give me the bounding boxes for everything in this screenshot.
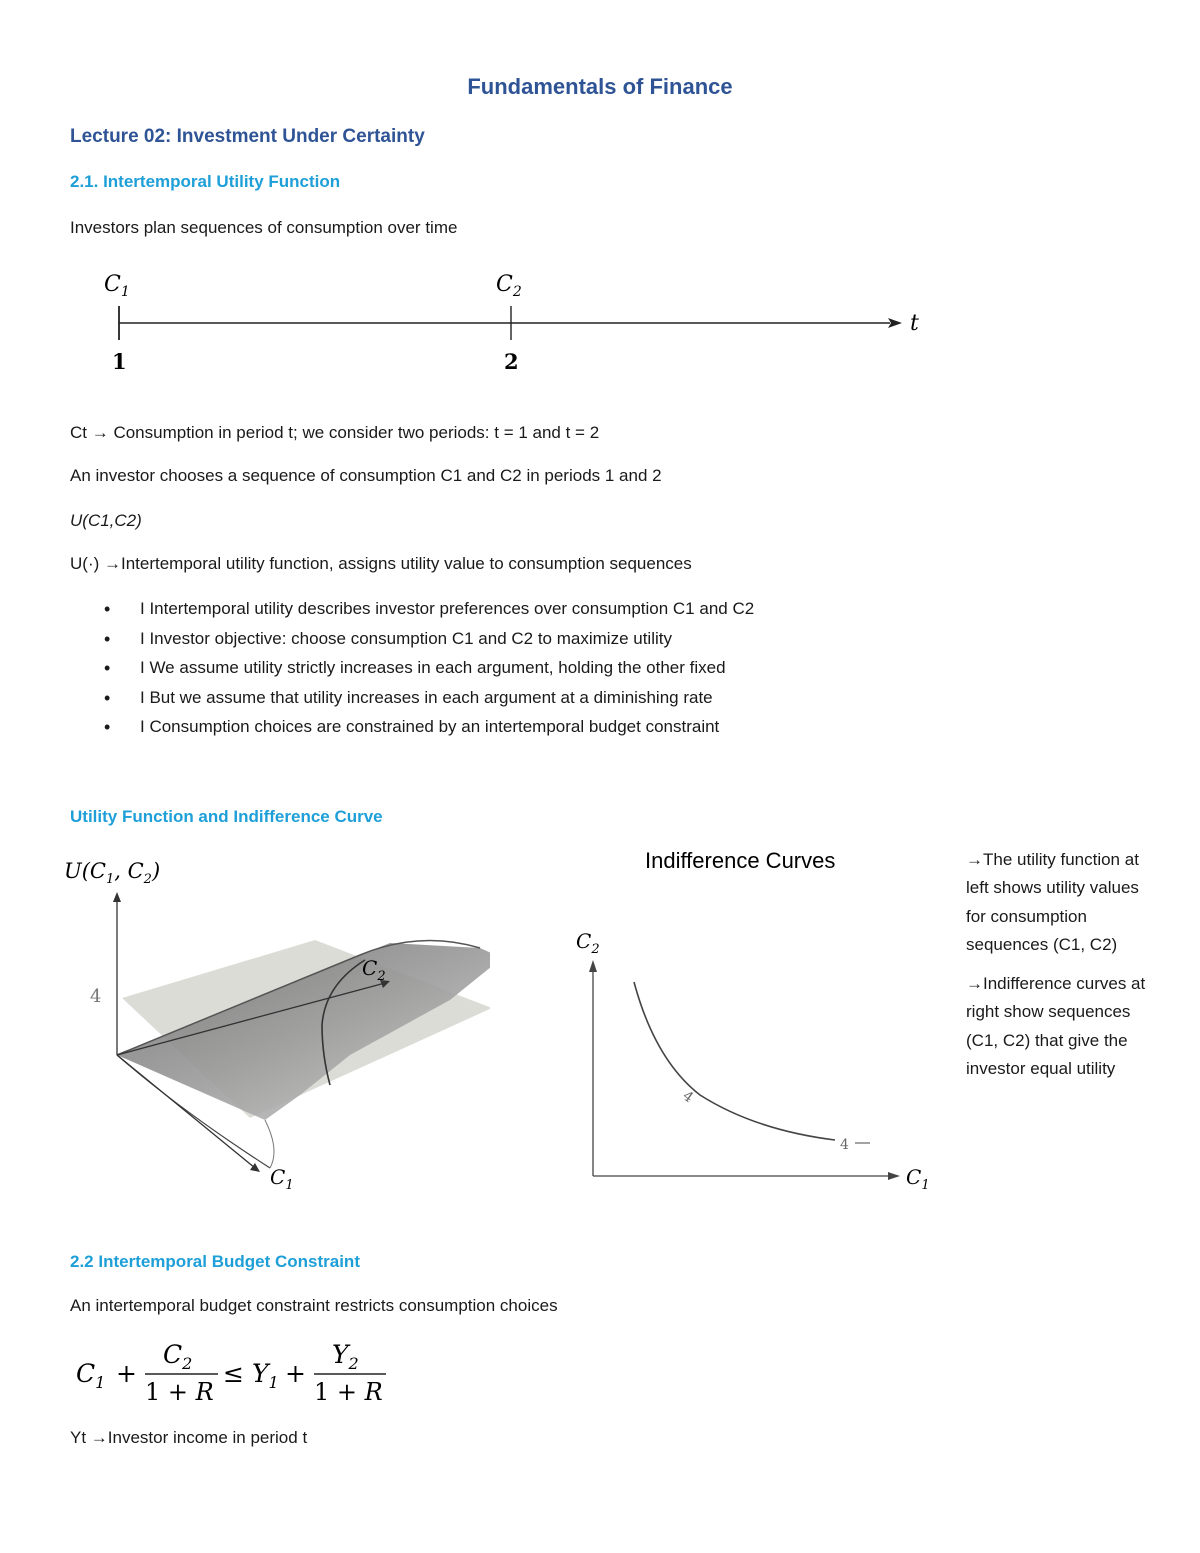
budget-constraint-equation [70, 1332, 400, 1412]
timeline-c1-label: $C_1$ [104, 272, 130, 300]
section-heading-indifference: Utility Function and Indifference Curve [70, 807, 383, 826]
eq-plus-2: + [285, 1359, 306, 1388]
surface-u-arrowhead [113, 892, 121, 902]
list-item: • I But we assume that utility increases in each argument at a diminishing rate [140, 688, 713, 708]
indiff-c1-label: $C_1$ [906, 1165, 930, 1190]
lecture-heading: Lecture 02: Investment Under Certainty [70, 126, 425, 147]
budget-intro: An intertemporal budget constraint restricts consumption choices [70, 1296, 558, 1315]
income-definition: Yt →Investor income in period t [70, 1428, 308, 1447]
timeline-c2-label: $C_2$ [496, 272, 522, 300]
list-item: • I Intertemporal utility describes investor preferences over consumption C1 and C2 [140, 599, 754, 619]
timeline-arrowhead [888, 318, 902, 328]
page-title: Fundamentals of Finance [467, 74, 733, 99]
surface-axis-label: $U(C_1$, $C_2$) [64, 859, 161, 887]
indifference-curve [634, 982, 835, 1140]
eq-y1: $Y_1$ [252, 1359, 279, 1392]
utility-definition: U(·) →Intertemporal utility function, assigns utility value to consumption sequences [70, 554, 692, 573]
section-heading-budget: 2.2 Intertemporal Budget Constraint [70, 1252, 360, 1271]
list-item: • I We assume utility strictly increases in each argument, holding the other fixed [140, 658, 726, 678]
side-note-indifference: →Indifference curves at right show sequences (C1, C2) that give the investor equal utility [966, 974, 1146, 1079]
utility-notation: U(C1,C2) [70, 511, 142, 530]
ct-definition: Ct → Consumption in period t; we consider two periods: t = 1 and t = 2 [70, 423, 600, 442]
timeline-c2-sub: 2 [512, 284, 522, 300]
list-item: • I Consumption choices are constrained by an intertemporal budget constraint [140, 717, 719, 737]
surface-c1-label: $C_1$ [270, 1165, 294, 1193]
surface-level-label: 4 [90, 986, 102, 1007]
eq-y2-numerator: $Y_2$ [332, 1340, 359, 1373]
side-note-utility: →The utility function at left shows utility values for consumption sequences (C1, C2) [966, 850, 1139, 954]
surface-lower-edge [265, 1120, 274, 1168]
eq-leq: ≤ [223, 1359, 244, 1388]
curve-level-label-b: 4 [840, 1137, 849, 1153]
sequence-text: An investor chooses a sequence of consumption C1 and C2 in periods 1 and 2 [70, 466, 662, 485]
eq-c2-numerator: $C_2$ [163, 1340, 193, 1373]
eq-denominator-1: 1 + R [145, 1378, 214, 1406]
utility-surface-figure [60, 850, 490, 1195]
section-heading-utility-function: 2.1. Intertemporal Utility Function [70, 172, 341, 191]
eq-plus-1: + [116, 1359, 137, 1388]
intro-text: Investors plan sequences of consumption over time [70, 218, 458, 237]
indiff-x-arrowhead [888, 1172, 900, 1180]
list-item: • I Investor objective: choose consumption C1 and C2 to maximize utility [140, 629, 672, 649]
timeline-c1-sub: 1 [120, 284, 130, 300]
indifference-curves-figure [560, 840, 940, 1190]
indiff-c2-label: $C_2$ [576, 929, 600, 957]
eq-denominator-2: 1 + R [314, 1378, 383, 1406]
figure-side-notes [966, 846, 1146, 1094]
consumption-timeline [90, 265, 940, 380]
surface-c2-label: $C_2$ [362, 956, 386, 984]
curve-level-label-a: 4 [679, 1088, 697, 1107]
indiff-y-arrowhead [589, 960, 597, 972]
timeline-period-2: 2 [504, 349, 519, 374]
timeline-period-1: 1 [112, 349, 127, 374]
eq-c1: $C_1$ [76, 1359, 106, 1392]
indifference-title: Indifference Curves [645, 848, 836, 873]
timeline-t-label: t [910, 311, 919, 336]
